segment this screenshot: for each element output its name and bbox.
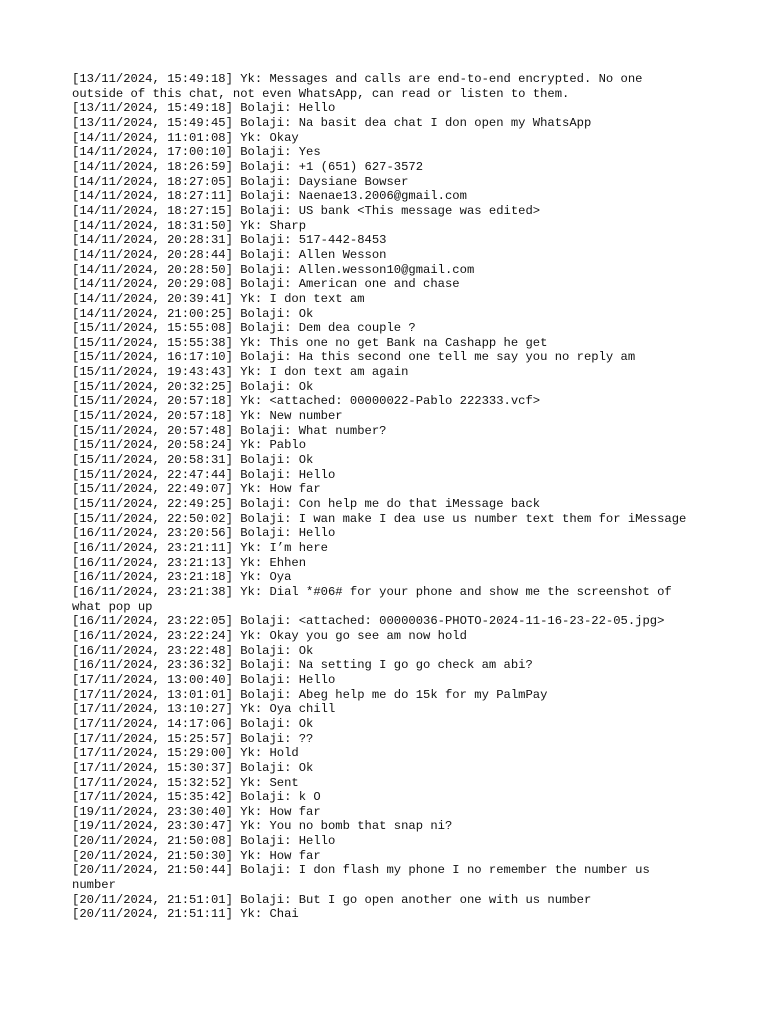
chat-message-line: [20/11/2024, 21:51:01] Bolaji: But I go open another one with us number [72, 892, 592, 907]
chat-message-line: [19/11/2024, 23:30:47] Yk: You no bomb that snap ni? [72, 819, 453, 834]
chat-message-line: [16/11/2024, 23:22:48] Bolaji: Ok [72, 643, 314, 658]
chat-message-line: [15/11/2024, 20:58:31] Bolaji: Ok [72, 453, 314, 468]
chat-message-line: [17/11/2024, 13:00:40] Bolaji: Hello [72, 672, 336, 687]
chat-message-line: [20/11/2024, 21:50:44] Bolaji: I don flash my phone I no remember the number us number [72, 863, 658, 893]
chat-message-line: [15/11/2024, 22:47:44] Bolaji: Hello [72, 467, 336, 482]
chat-message-line: [14/11/2024, 18:31:50] Yk: Sharp [72, 218, 307, 233]
chat-message-line: [13/11/2024, 15:49:45] Bolaji: Na basit dea chat I don open my WhatsApp [72, 115, 592, 130]
chat-message-line: [15/11/2024, 16:17:10] Bolaji: Ha this second one tell me say you no reply am [72, 350, 636, 365]
chat-message-line: [14/11/2024, 20:39:41] Yk: I don text am [72, 291, 365, 306]
chat-message-line: [14/11/2024, 11:01:08] Yk: Okay [72, 130, 299, 145]
chat-message-line: [13/11/2024, 15:49:18] Yk: Messages and calls are end-to-end encrypted. No one outside of this chat, not even WhatsApp, can read or listen to them. [72, 72, 650, 101]
chat-message-line: [15/11/2024, 20:57:18] Yk: New number [72, 409, 343, 424]
chat-message-line: [16/11/2024, 23:22:05] Bolaji: <attached: 00000036-PHOTO-2024-11-16-23-22-05.jpg> [72, 614, 665, 629]
chat-message-line: [16/11/2024, 23:22:24] Yk: Okay you go see am now hold [72, 628, 467, 643]
chat-message-line: [17/11/2024, 15:30:37] Bolaji: Ok [72, 760, 314, 775]
chat-message-line: [17/11/2024, 15:29:00] Yk: Hold [72, 746, 299, 761]
chat-message-line: [17/11/2024, 13:01:01] Bolaji: Abeg help me do 15k for my PalmPay [72, 687, 548, 702]
chat-message-line: [20/11/2024, 21:51:11] Yk: Chai [72, 907, 299, 922]
chat-message-line: [17/11/2024, 15:32:52] Yk: Sent [72, 775, 299, 790]
chat-message-line: [16/11/2024, 23:21:13] Yk: Ehhen [72, 555, 307, 570]
chat-message-line: [17/11/2024, 15:35:42] Bolaji: k O [72, 790, 321, 805]
chat-message-line: [15/11/2024, 20:32:25] Bolaji: Ok [72, 379, 314, 394]
chat-message-line: [16/11/2024, 23:21:11] Yk: I’m here [72, 541, 328, 555]
chat-message-line: [15/11/2024, 15:55:08] Bolaji: Dem dea couple ? [72, 321, 416, 336]
chat-message-line: [16/11/2024, 23:21:18] Yk: Oya [72, 570, 292, 585]
chat-message-line: [15/11/2024, 15:55:38] Yk: This one no get Bank na Cashapp he get [72, 335, 548, 350]
chat-message-line: [14/11/2024, 20:28:31] Bolaji: 517-442-8453 [72, 233, 387, 248]
chat-message-line: [20/11/2024, 21:50:30] Yk: How far [72, 848, 321, 863]
chat-message-line: [15/11/2024, 22:49:25] Bolaji: Con help me do that iMessage back [72, 497, 541, 512]
chat-message-line: [20/11/2024, 21:50:08] Bolaji: Hello [72, 834, 336, 849]
chat-message-line: [17/11/2024, 14:17:06] Bolaji: Ok [72, 716, 314, 731]
chat-message-line: [14/11/2024, 18:27:11] Bolaji: Naenae13.2006@gmail.com [72, 189, 467, 204]
chat-message-line: [17/11/2024, 15:25:57] Bolaji: ?? [72, 731, 314, 746]
chat-message-line: [19/11/2024, 23:30:40] Yk: How far [72, 804, 321, 819]
chat-message-line: [13/11/2024, 15:49:18] Bolaji: Hello [72, 101, 336, 116]
chat-transcript [72, 72, 696, 922]
chat-message-line: [15/11/2024, 20:58:24] Yk: Pablo [72, 438, 307, 453]
chat-message-line: [16/11/2024, 23:36:32] Bolaji: Na setting I go go check am abi? [72, 658, 533, 673]
chat-message-line: [14/11/2024, 20:28:44] Bolaji: Allen Wesson [72, 247, 387, 262]
chat-message-line: [14/11/2024, 18:27:15] Bolaji: US bank <This message was edited> [72, 203, 541, 218]
chat-message-line: [14/11/2024, 20:28:50] Bolaji: Allen.wesson10@gmail.com [72, 262, 475, 277]
chat-message-line: [15/11/2024, 22:50:02] Bolaji: I wan make I dea use us number text them for iMessage [72, 511, 687, 526]
chat-message-line: [15/11/2024, 20:57:48] Bolaji: What number? [72, 423, 387, 438]
chat-message-line: [15/11/2024, 20:57:18] Yk: <attached: 00000022-Pablo 222333.vcf> [72, 394, 541, 409]
chat-message-line: [14/11/2024, 20:29:08] Bolaji: American one and chase [72, 277, 460, 292]
chat-message-line: [14/11/2024, 18:27:05] Bolaji: Daysiane Bowser [72, 174, 409, 189]
chat-message-line: [15/11/2024, 19:43:43] Yk: I don text am again [72, 365, 409, 380]
chat-message-line: [14/11/2024, 18:26:59] Bolaji: +1 (651) 627-3572 [72, 159, 424, 174]
chat-message-line: [15/11/2024, 22:49:07] Yk: How far [72, 482, 321, 497]
chat-message-line: [17/11/2024, 13:10:27] Yk: Oya chill [72, 702, 336, 717]
chat-message-line: [14/11/2024, 17:00:10] Bolaji: Yes [72, 145, 321, 160]
chat-message-line: [14/11/2024, 21:00:25] Bolaji: Ok [72, 306, 314, 321]
chat-message-line: [16/11/2024, 23:21:38] Yk: Dial *#06# for your phone and show me the screenshot of what pop up [72, 584, 680, 614]
chat-message-line: [16/11/2024, 23:20:56] Bolaji: Hello [72, 526, 336, 541]
